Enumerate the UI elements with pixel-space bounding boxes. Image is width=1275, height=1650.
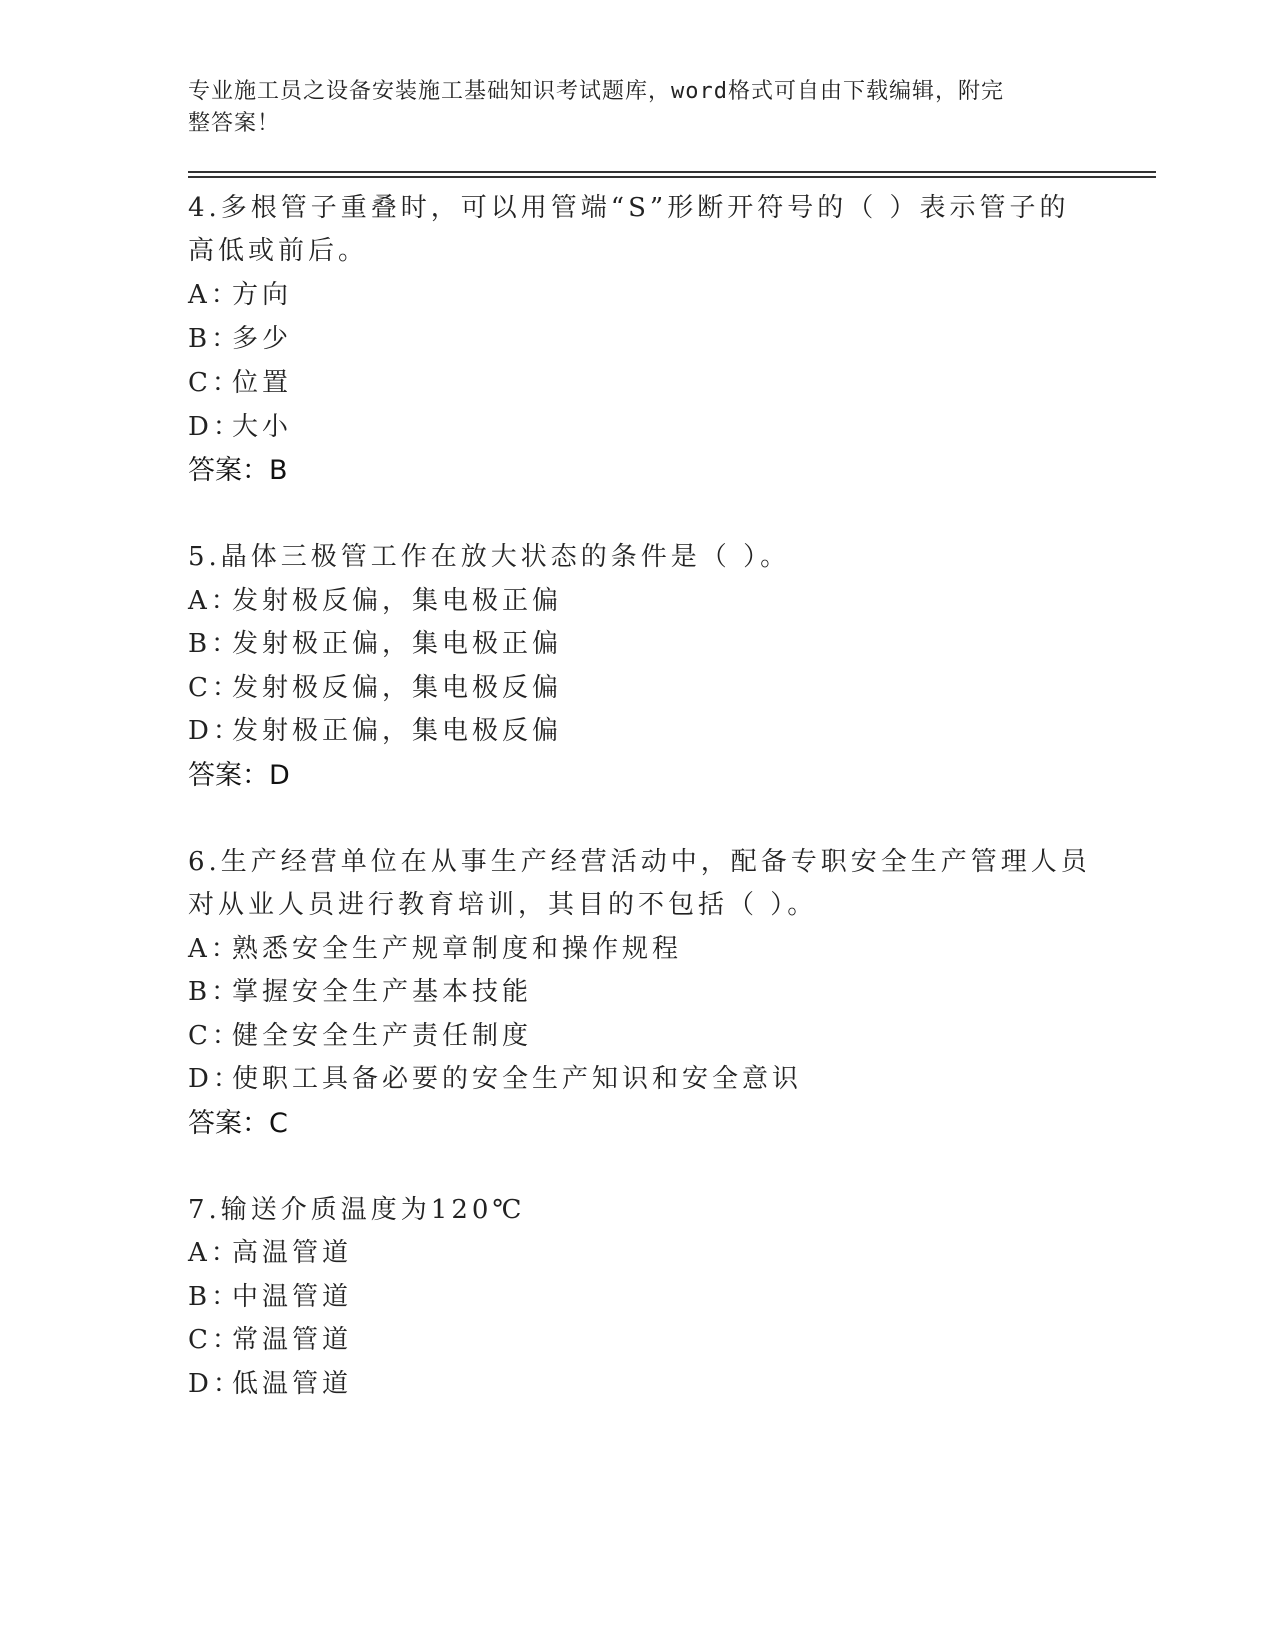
- question-5-stem-line-1: 5.晶体三极管工作在放大状态的条件是（ ）。: [188, 542, 791, 572]
- option-text: 位置: [232, 368, 293, 398]
- option-text: 低温管道: [232, 1369, 353, 1399]
- option-letter: B：: [188, 1282, 242, 1312]
- question-4-option-c: [188, 362, 292, 399]
- question-5-option-b: [188, 623, 562, 660]
- question-4-answer: 答案：B: [188, 455, 288, 486]
- question-4-option-a: [188, 274, 292, 311]
- option-letter: A：: [188, 280, 241, 310]
- question-6-option-c: [188, 1015, 532, 1052]
- question-6-answer: 答案：C: [188, 1108, 288, 1139]
- question-7-option-d: [188, 1363, 352, 1400]
- question-6-stem-line-2: 对从业人员进行教育培训，其目的不包括（ ）。: [188, 890, 818, 920]
- question-4-stem-line-1: 4.多根管子重叠时，可以用管端“S”形断开符号的（ ）表示管子的: [188, 193, 1070, 223]
- option-letter: B：: [188, 324, 242, 354]
- option-letter: D：: [188, 1369, 243, 1399]
- option-text: 发射极反偏，集电极反偏: [232, 673, 563, 703]
- header-line-1: 专业施工员之设备安装施工基础知识考试题库，word格式可自由下载编辑，附完: [188, 79, 1004, 104]
- option-text: 常温管道: [232, 1325, 353, 1355]
- option-letter: D：: [188, 1064, 243, 1094]
- header-divider-top: [188, 171, 1156, 173]
- question-7-option-b: [188, 1276, 352, 1313]
- option-letter: A：: [188, 934, 241, 964]
- option-letter: C：: [188, 1325, 242, 1355]
- option-text: 高温管道: [232, 1238, 353, 1268]
- header-divider-bottom: [188, 176, 1156, 178]
- option-text: 方向: [232, 280, 293, 310]
- option-text: 熟悉安全生产规章制度和操作规程: [232, 934, 683, 964]
- option-letter: C：: [188, 368, 242, 398]
- option-letter: A：: [188, 586, 241, 616]
- question-7-stem-line-1: 7.输送介质温度为120℃: [188, 1195, 526, 1225]
- question-5-option-d: [188, 710, 562, 747]
- question-4-stem-line-2: 高低或前后。: [188, 236, 369, 266]
- question-5-option-c: [188, 667, 562, 704]
- header-line-2: 整答案！: [188, 111, 281, 136]
- question-7-option-c: [188, 1319, 352, 1356]
- option-letter: B：: [188, 629, 242, 659]
- question-4-option-b: [188, 318, 292, 355]
- option-letter: B：: [188, 977, 242, 1007]
- option-text: 中温管道: [232, 1282, 353, 1312]
- option-text: 掌握安全生产基本技能: [232, 977, 533, 1007]
- question-7-option-a: [188, 1232, 352, 1269]
- option-text: 发射极正偏，集电极反偏: [232, 716, 563, 746]
- option-text: 使职工具备必要的安全生产知识和安全意识: [232, 1064, 803, 1094]
- question-4-option-d: [188, 406, 292, 443]
- option-text: 多少: [232, 324, 293, 354]
- question-5-option-a: [188, 580, 562, 617]
- question-6-option-a: [188, 928, 682, 965]
- option-text: 健全安全生产责任制度: [232, 1021, 533, 1051]
- question-6-stem-line-1: 6.生产经营单位在从事生产经营活动中，配备专职安全生产管理人员: [188, 847, 1091, 877]
- question-5-answer: 答案：D: [188, 760, 290, 791]
- option-text: 发射极正偏，集电极正偏: [232, 629, 563, 659]
- option-text: 发射极反偏，集电极正偏: [232, 586, 563, 616]
- question-6-option-b: [188, 971, 532, 1008]
- option-letter: C：: [188, 1021, 242, 1051]
- option-text: 大小: [232, 412, 293, 442]
- option-letter: A：: [188, 1238, 241, 1268]
- question-6-option-d: [188, 1058, 802, 1095]
- option-letter: D：: [188, 716, 243, 746]
- option-letter: C：: [188, 673, 242, 703]
- option-letter: D：: [188, 412, 243, 442]
